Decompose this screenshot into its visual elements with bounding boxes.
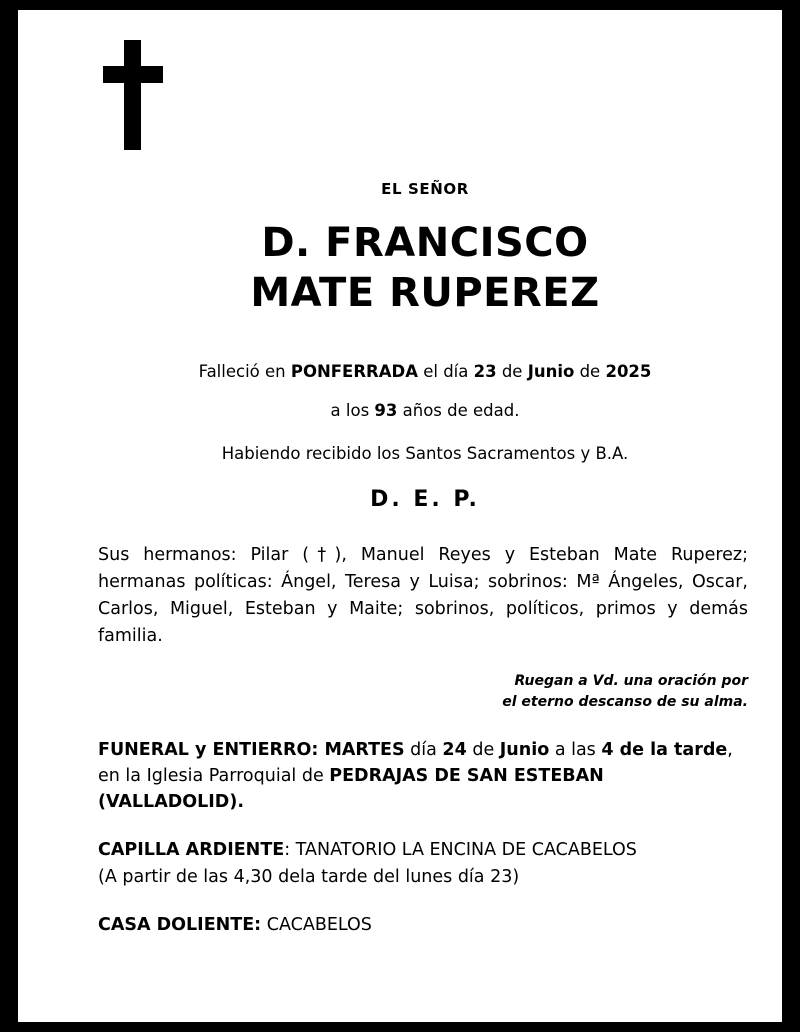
chapel-block <box>98 837 752 890</box>
age-value: 93 <box>374 401 398 420</box>
death-place: PONFERRADA <box>290 362 418 381</box>
prayer-line-1: Ruegan a Vd. una oración por <box>514 672 748 689</box>
funeral-church: PEDRAJAS DE SAN ESTEBAN (VALLADOLID). <box>98 765 604 812</box>
funeral-t4: , en la Iglesia Parroquial de <box>98 739 733 786</box>
chapel-value: : TANATORIO LA ENCINA DE CACABELOS <box>284 840 637 861</box>
chapel-note: (A partir de las 4,30 dela tarde del lunes día 23) <box>98 866 520 887</box>
deceased-name-line-1: D. FRANCISCO <box>261 220 589 266</box>
funeral-block <box>98 737 752 816</box>
age-prefix: a los <box>330 401 375 420</box>
death-line <box>98 362 752 381</box>
funeral-t3: a las <box>549 739 602 760</box>
funeral-time: 4 de la tarde <box>601 739 728 760</box>
death-prefix: Falleció en <box>198 362 291 381</box>
mourning-house-label: CASA DOLIENTE: <box>98 914 262 935</box>
sacraments-line: Habiendo recibido los Santos Sacramentos y B.A. <box>221 444 629 463</box>
funeral-day: 24 <box>442 739 467 760</box>
age-line <box>98 401 752 420</box>
deceased-name-line-2: MATE RUPEREZ <box>250 270 600 316</box>
service-details <box>98 737 752 939</box>
mourning-house-block <box>98 912 752 938</box>
cross-icon <box>103 40 163 150</box>
mourning-house-value: CACABELOS <box>261 914 372 935</box>
family-list: Sus hermanos: Pilar (†), Manuel Reyes y Esteban Mate Ruperez; hermanas políticas: Ángel, Teresa y Luisa; sobrinos: Mª Ángeles, Oscar, Carlos, Miguel, Esteban y Maite; sobrinos, políticos, primos y demás familia. <box>98 545 748 647</box>
deceased-name <box>98 218 752 318</box>
notice-inner <box>18 10 782 1022</box>
prayer-line-2: el eterno descanso de su alma. <box>502 693 748 710</box>
funeral-month: Junio <box>499 739 550 760</box>
death-month: Junio <box>527 362 575 381</box>
funeral-t1: día <box>404 739 443 760</box>
chapel-label: CAPILLA ARDIENTE <box>98 840 285 861</box>
death-mid: el día <box>417 362 474 381</box>
age-suffix: años de edad. <box>397 401 520 420</box>
cross-vertical-bar <box>124 40 141 150</box>
cross-horizontal-bar <box>103 66 163 83</box>
funeral-label: FUNERAL y ENTIERRO: MARTES <box>98 739 405 760</box>
honorific: EL SEÑOR <box>381 180 469 198</box>
death-day: 23 <box>473 362 497 381</box>
dep-line: D. E. P. <box>370 487 480 512</box>
funeral-t2: de <box>466 739 500 760</box>
death-year: 2025 <box>605 362 652 381</box>
notice-content <box>98 180 752 938</box>
death-of: de <box>496 362 528 381</box>
prayer-request <box>98 671 752 713</box>
death-of2: de <box>574 362 606 381</box>
